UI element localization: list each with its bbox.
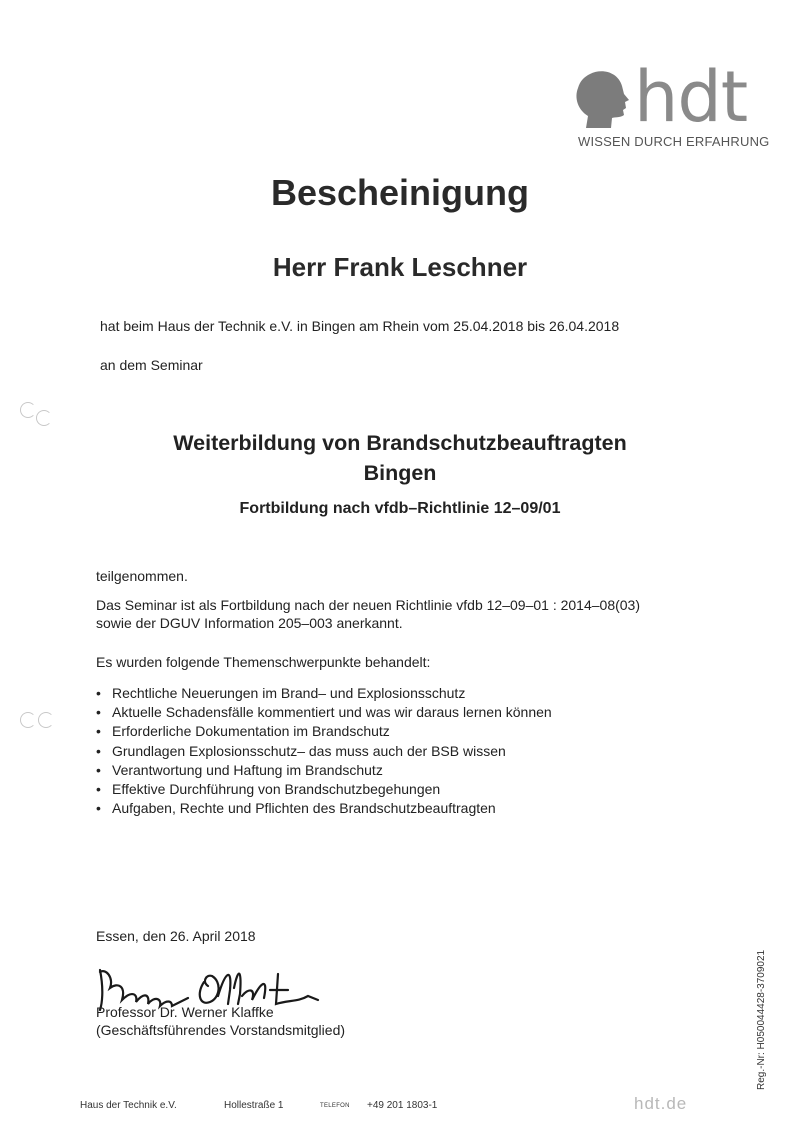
document-title: Bescheinigung xyxy=(270,172,530,213)
bullet-icon: • xyxy=(96,781,101,798)
footer-address: Hollestraße 1 xyxy=(224,1100,284,1111)
list-item xyxy=(96,780,552,799)
head-profile-icon xyxy=(572,68,632,132)
recipient-name: Herr Frank Leschner xyxy=(272,252,528,282)
seminar-subtitle: Fortbildung nach vfdb–Richtlinie 12–09/01 xyxy=(239,500,561,517)
topic-text: Verantwortung und Haftung im Brandschutz xyxy=(112,761,383,778)
seminar-title xyxy=(0,428,800,488)
footer-phone-label: TELEFON xyxy=(320,1103,350,1109)
place-date: Essen, den 26. April 2018 xyxy=(96,928,256,944)
bullet-icon: • xyxy=(96,800,101,817)
signatory-role: (Geschäftsführendes Vorstandsmitglied) xyxy=(96,1022,346,1038)
topic-text: Erforderliche Dokumentation im Brandschutz xyxy=(112,723,390,740)
recognition-line: Das Seminar ist als Fortbildung nach der neuen Richtlinie vfdb 12–09–01 : 2014–08(03) xyxy=(96,597,641,613)
logo-brand-text: hdt xyxy=(634,56,748,138)
topic-text: Grundlagen Explosionsschutz– das muss auch der BSB wissen xyxy=(112,742,506,759)
topics-list xyxy=(96,684,552,818)
bullet-icon: • xyxy=(96,742,101,759)
topic-text: Effektive Durchführung von Brandschutzbegehungen xyxy=(112,781,441,798)
bullet-icon: • xyxy=(96,704,101,721)
topic-text: Rechtliche Neuerungen im Brand– und Explosionsschutz xyxy=(112,685,466,701)
list-item xyxy=(96,684,552,703)
topic-text: Aktuelle Schadensfälle kommentiert und was wir daraus lernen können xyxy=(112,704,552,721)
attendance-statement: hat beim Haus der Technik e.V. in Bingen am Rhein vom 25.04.2018 bis 26.04.2018 xyxy=(100,318,620,334)
seminar-title-line: Weiterbildung von Brandschutzbeauftragten xyxy=(173,431,627,455)
logo-tagline: WISSEN DURCH ERFAHRUNG xyxy=(578,134,770,149)
registration-number: Reg.-Nr: H050044428-3709021 xyxy=(756,949,767,1090)
footer-phone: +49 201 1803-1 xyxy=(367,1100,438,1111)
bullet-icon: • xyxy=(96,761,101,778)
list-item xyxy=(96,761,552,780)
seminar-intro: an dem Seminar xyxy=(100,357,203,373)
topics-intro: Es wurden folgende Themenschwerpunkte behandelt: xyxy=(96,654,431,670)
punch-hole-mark xyxy=(36,410,52,426)
punch-hole-mark xyxy=(20,402,36,418)
topic-text: Aufgaben, Rechte und Pflichten des Brandschutzbeauftragten xyxy=(112,800,496,817)
list-item xyxy=(96,722,552,741)
participated-text: teilgenommen. xyxy=(96,568,188,584)
hdt-logo xyxy=(572,56,770,152)
bullet-icon: • xyxy=(96,685,101,701)
seminar-location: Bingen xyxy=(363,461,437,485)
bullet-icon: • xyxy=(96,723,101,740)
footer-organization: Haus der Technik e.V. xyxy=(80,1100,177,1111)
signatory-name: Professor Dr. Werner Klaffke xyxy=(96,1004,274,1020)
recognition-line: sowie der DGUV Information 205–003 anerkannt. xyxy=(96,615,403,631)
list-item xyxy=(96,742,552,761)
punch-hole-mark xyxy=(20,712,36,728)
punch-hole-mark xyxy=(38,712,54,728)
footer-website: hdt.de xyxy=(634,1094,688,1113)
list-item xyxy=(96,799,552,818)
list-item xyxy=(96,703,552,722)
